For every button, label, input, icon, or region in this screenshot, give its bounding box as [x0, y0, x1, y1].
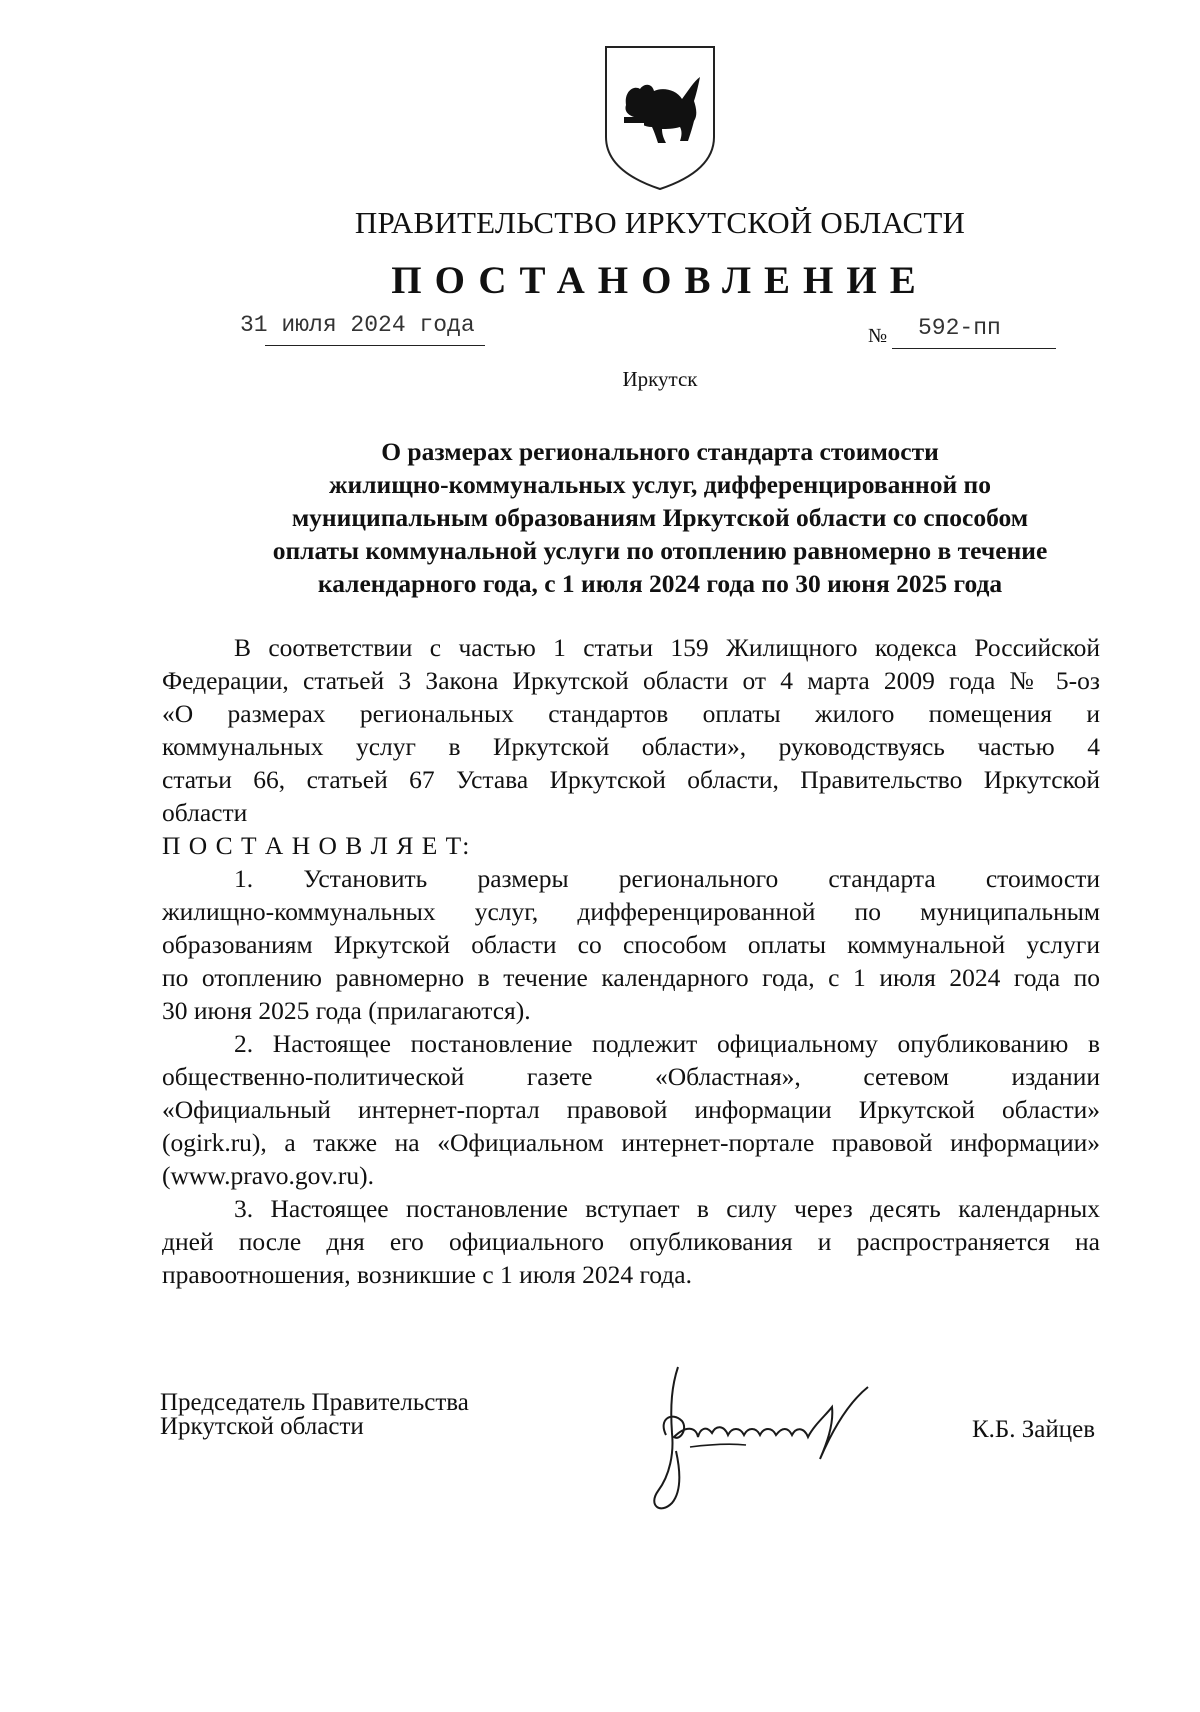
item3-line: правоотношения, возникшие с 1 июля 2024 года.: [162, 1260, 692, 1289]
subject-line: муниципальным образованиям Иркутской области со способом: [291, 503, 1029, 532]
item2-line: 2. Настоящее постановление подлежит официальному опубликованию в: [234, 1029, 1100, 1058]
resolves-heading: П О С Т А Н О В Л Я Е Т:: [162, 831, 471, 860]
signatory-name: К.Б. Зайцев: [972, 1416, 1096, 1443]
item3-line: 3. Настоящее постановление вступает в силу через десять календарных: [234, 1194, 1100, 1223]
government-title: ПРАВИТЕЛЬСТВО ИРКУТСКОЙ ОБЛАСТИ: [354, 205, 966, 240]
document-date: 31 июля 2024 года: [240, 312, 475, 338]
preamble-line: области: [162, 798, 248, 827]
document-city: Иркутск: [622, 367, 698, 391]
item1-line: образованиям Иркутской области со способом оплаты коммунальной услуги: [162, 930, 1100, 959]
irkutsk-coat-of-arms-icon: [604, 45, 716, 191]
document-number: 592-пп: [918, 315, 1001, 341]
item1-line: по отоплению равномерно в течение календарного года, с 1 июля 2024 года по: [162, 963, 1100, 992]
preamble-line: статьи 66, статьей 67 Устава Иркутской области, Правительство Иркутской: [162, 765, 1100, 794]
subject-line: оплаты коммунальной услуги по отоплению равномерно в течение: [272, 536, 1048, 565]
date-underline: [265, 345, 485, 346]
item1-line: жилищно-коммунальных услуг, дифференцированной по муниципальным: [162, 897, 1100, 926]
item3-line: дней после дня его официального опубликования и распространяется на: [162, 1227, 1100, 1256]
preamble-line: коммунальных услуг в Иркутской области», руководствуясь частью 4: [162, 732, 1100, 761]
item2-line: общественно-политической газете «Областная», сетевом издании: [162, 1062, 1100, 1091]
document-type: ПОСТАНОВЛЕНИЕ: [391, 259, 929, 302]
number-underline: [892, 348, 1056, 349]
subject-line: календарного года, с 1 июля 2024 года по 30 июня 2025 года: [317, 569, 1003, 598]
preamble-line: Федерации, статьей 3 Закона Иркутской области от 4 марта 2009 года № 5-оз: [162, 666, 1100, 695]
subject-line: жилищно-коммунальных услуг, дифференцированной по: [329, 470, 991, 499]
signatory-role: [160, 1391, 469, 1439]
item2-line: (ogirk.ru), а также на «Официальном интернет-портале правовой информации»: [162, 1128, 1100, 1157]
subject-line: О размерах регионального стандарта стоимости: [381, 437, 939, 466]
preamble-line: В соответствии с частью 1 статьи 159 Жилищного кодекса Российской: [234, 633, 1100, 662]
number-sign: №: [868, 325, 888, 347]
preamble-line: «О размерах региональных стандартов оплаты жилого помещения и: [162, 699, 1100, 728]
signatory-role-line: Председатель Правительства: [160, 1389, 469, 1416]
signatory-role-line: Иркутской области: [160, 1413, 364, 1440]
handwritten-signature-icon: [636, 1355, 916, 1517]
item1-line: 30 июня 2025 года (прилагаются).: [162, 996, 531, 1025]
item1-line: 1. Установить размеры регионального стандарта стоимости: [234, 864, 1100, 893]
item2-line: «Официальный интернет-портал правовой информации Иркутской области»: [162, 1095, 1100, 1124]
item2-line: (www.pravo.gov.ru).: [162, 1161, 374, 1190]
